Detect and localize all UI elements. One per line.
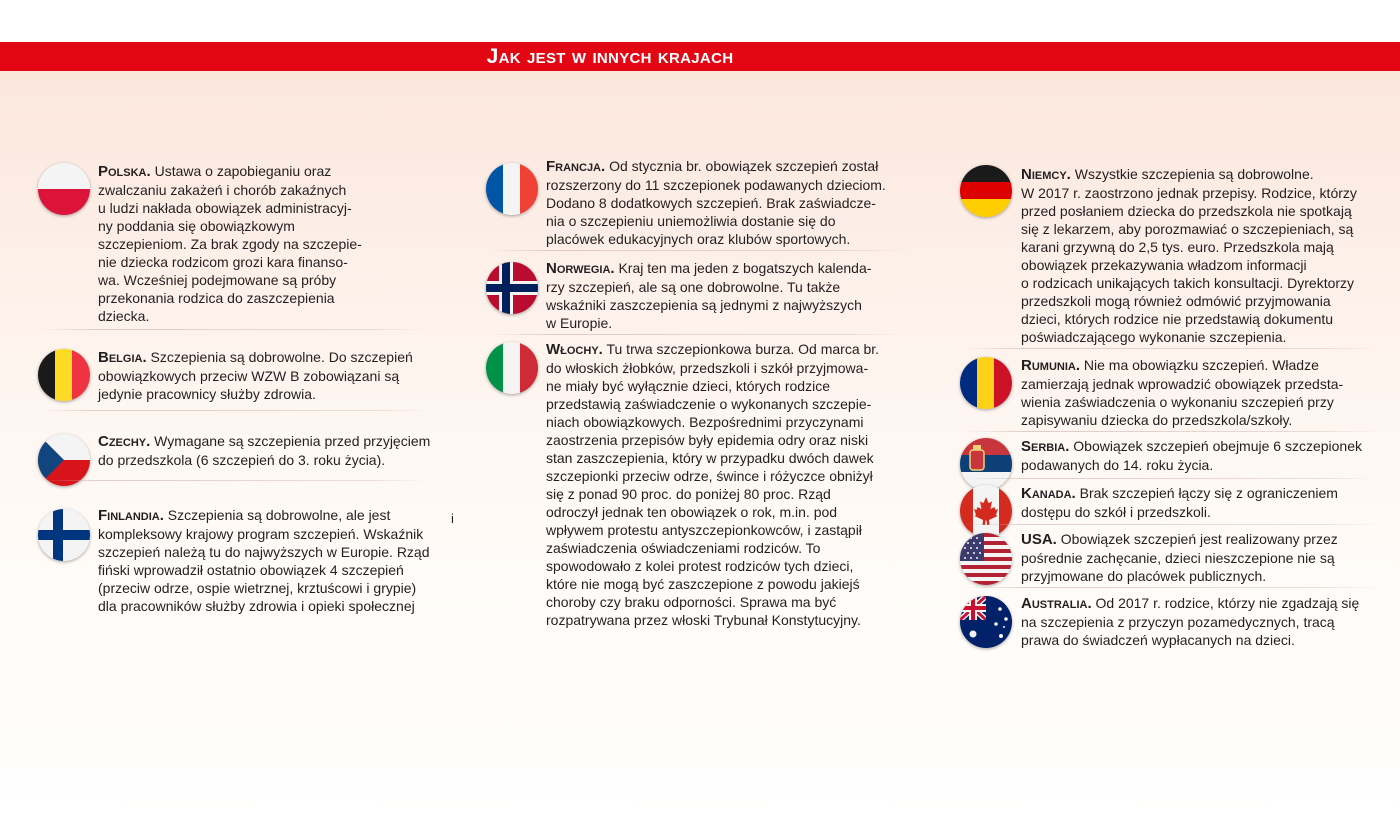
norway-flag-icon — [486, 262, 538, 314]
country-name: Australia. — [1021, 595, 1092, 612]
divider — [962, 478, 1382, 479]
country-text: Niemcy. Wszystkie szczepienia są dobrowolne. W 2017 r. zaostrzono jednak przepisy. Rodzice, którzy przed posłaniem dziecka do przedszkola nie spotkają się z lekarzem, aby porozmawiać o szczepieniach, są karani grzywną do 2,5 tys. euro. Przedszkola mają obowiązek przekazywania władzom informacji o rodzicach unikających takich konsultacji. Dyrektorzy przedszkoli mogą również odmówić przyjmowania dzieci, których rodzice nie przedstawią dokumentu poświadczającego wykonanie szczepienia. — [1021, 166, 1357, 345]
divider — [40, 329, 430, 330]
country-text: Francja. Od stycznia br. obowiązek szczepień został rozszerzony do 11 szczepionek podawanych dzieciom. Dodano 8 dodatkowych szczepień. Brak zaświadcze- nia o szczepieniu uniemożliwia dostanie się do placówek edukacyjnych oraz klubów sportowych. — [546, 158, 886, 247]
country-name: Czechy. — [98, 433, 151, 450]
divider — [962, 587, 1382, 588]
country-text: Włochy. Tu trwa szczepionkowa burza. Od marca br. do włoskich żłobków, przedszkoli i szkół przyjmowa- ne miały być wyłącznie dzieci, których rodzice przedstawią zaświadczenie o wykonanych szczepie- niach obowiązkowych. Bezpośrednimi przyczynami zaostrzenia przepisów były epidemia odry oraz niski stan zaszczepienia, który w przypadku dwóch dawek szczepionki przeciw odrze, śwince i różyczce obniżył się z ponad 90 proc. do poniżej 80 proc. Rząd odroczył jednak ten obowiązek o rok, m.in. pod wpływem protestu antyszczepionkowców, i zastąpił zaświadczenia oświadczeniami rodziców. To spowodowało z kolei protest rodziców tych dzieci, które nie mogą być zaszczepione z powodu jakiejś choroby czy braku odporności. Sprawa ma być rozpatrywana przez włoski Trybunał Konstytucyjny. — [546, 341, 880, 628]
australia-flag-icon — [960, 596, 1012, 648]
country-name: Serbia. — [1021, 438, 1070, 455]
germany-flag-icon — [960, 165, 1012, 217]
country-name: Norwegia. — [546, 260, 615, 277]
divider — [488, 250, 908, 251]
country-name: Belgia. — [98, 349, 147, 366]
header-banner — [0, 42, 1400, 71]
country-text: Kanada. Brak szczepień łączy się z ograniczeniem dostępu do szkół i przedszkoli. — [1021, 485, 1338, 520]
country-text: Finlandia. Szczepienia są dobrowolne, ale jest kompleksowy krajowy program szczepień. Wskaźnik szczepień należą tu do najwyższych w Europie. Rząd fiński wprowadził ostatnio obowiązek 4 szczepień (przeciw odrze, ospie wietrznej, krztuścowi i grypie) dla pracowników służby zdrowia i opieki społecznej — [98, 507, 430, 614]
serbia-flag-icon — [960, 438, 1012, 490]
country-name: Niemcy. — [1021, 166, 1071, 183]
finland-flag-icon — [38, 509, 90, 561]
canada-flag-icon — [960, 485, 1012, 537]
divider — [40, 410, 430, 411]
romania-flag-icon — [960, 357, 1012, 409]
divider — [962, 524, 1382, 525]
country-name: Włochy. — [546, 341, 603, 358]
page-title: Jak jest w innych krajach — [486, 45, 734, 68]
country-text: Serbia. Obowiązek szczepień obejmuje 6 szczepionek podawanych do 14. roku życia. — [1021, 438, 1363, 473]
country-text: Polska. Ustawa o zapobieganiu oraz zwalczaniu zakażeń i chorób zakaźnych u ludzi nakłada obowiązek administracyj- ny poddania się obowiązkowym szczepieniom. Za brak zgody na szczepie- nie dziecka rodzicom grozi kara finanso- wa. Wcześniej podejmowane są próby przekonania rodzica do zaszczepienia dziecka. — [98, 163, 362, 324]
poland-flag-icon — [38, 163, 90, 215]
country-text: USA. Obowiązek szczepień jest realizowany przez pośrednie zachęcanie, dzieci nieszczepione nie są przyjmowane do placówek publicznych. — [1021, 531, 1338, 584]
stray-marker: i — [451, 511, 454, 526]
country-name: Polska. — [98, 163, 151, 180]
country-text: Belgia. Szczepienia są dobrowolne. Do szczepień obowiązkowych przeciw WZW B zobowiązani są jedynie pracownicy służby zdrowia. — [98, 349, 413, 402]
divider — [962, 348, 1382, 349]
usa-flag-icon — [960, 533, 1012, 585]
country-name: USA. — [1021, 531, 1057, 548]
country-name: Rumunia. — [1021, 357, 1080, 374]
divider — [488, 334, 908, 335]
country-name: Finlandia. — [98, 507, 164, 524]
country-text: Norwegia. Kraj ten ma jeden z bogatszych kalenda- rzy szczepień, ale są one dobrowolne. Tu także wskaźniki zaszczepienia są jednymi z najwyższych w Europie. — [546, 260, 872, 331]
country-name: Francja. — [546, 158, 606, 175]
divider — [962, 431, 1382, 432]
divider — [40, 480, 430, 481]
italy-flag-icon — [486, 342, 538, 394]
country-text: Rumunia. Nie ma obowiązku szczepień. Władze zamierzają jednak wprowadzić obowiązek przedsta- wienia zaświadczenia o wykonaniu szczepień przy zapisywaniu dziecka do przedszkola/szkoły. — [1021, 357, 1344, 428]
france-flag-icon — [486, 163, 538, 215]
belgium-flag-icon — [38, 349, 90, 401]
country-text: Australia. Od 2017 r. rodzice, którzy nie zgadzają się na szczepienia z przyczyn pozamedycznych, tracą prawa do świadczeń wypłacanych na dzieci. — [1021, 595, 1360, 648]
country-text: Czechy. Wymagane są szczepienia przed przyjęciem do przedszkola (6 szczepień do 3. roku życia). — [98, 433, 431, 468]
czech-flag-icon — [38, 434, 90, 486]
country-name: Kanada. — [1021, 485, 1076, 502]
